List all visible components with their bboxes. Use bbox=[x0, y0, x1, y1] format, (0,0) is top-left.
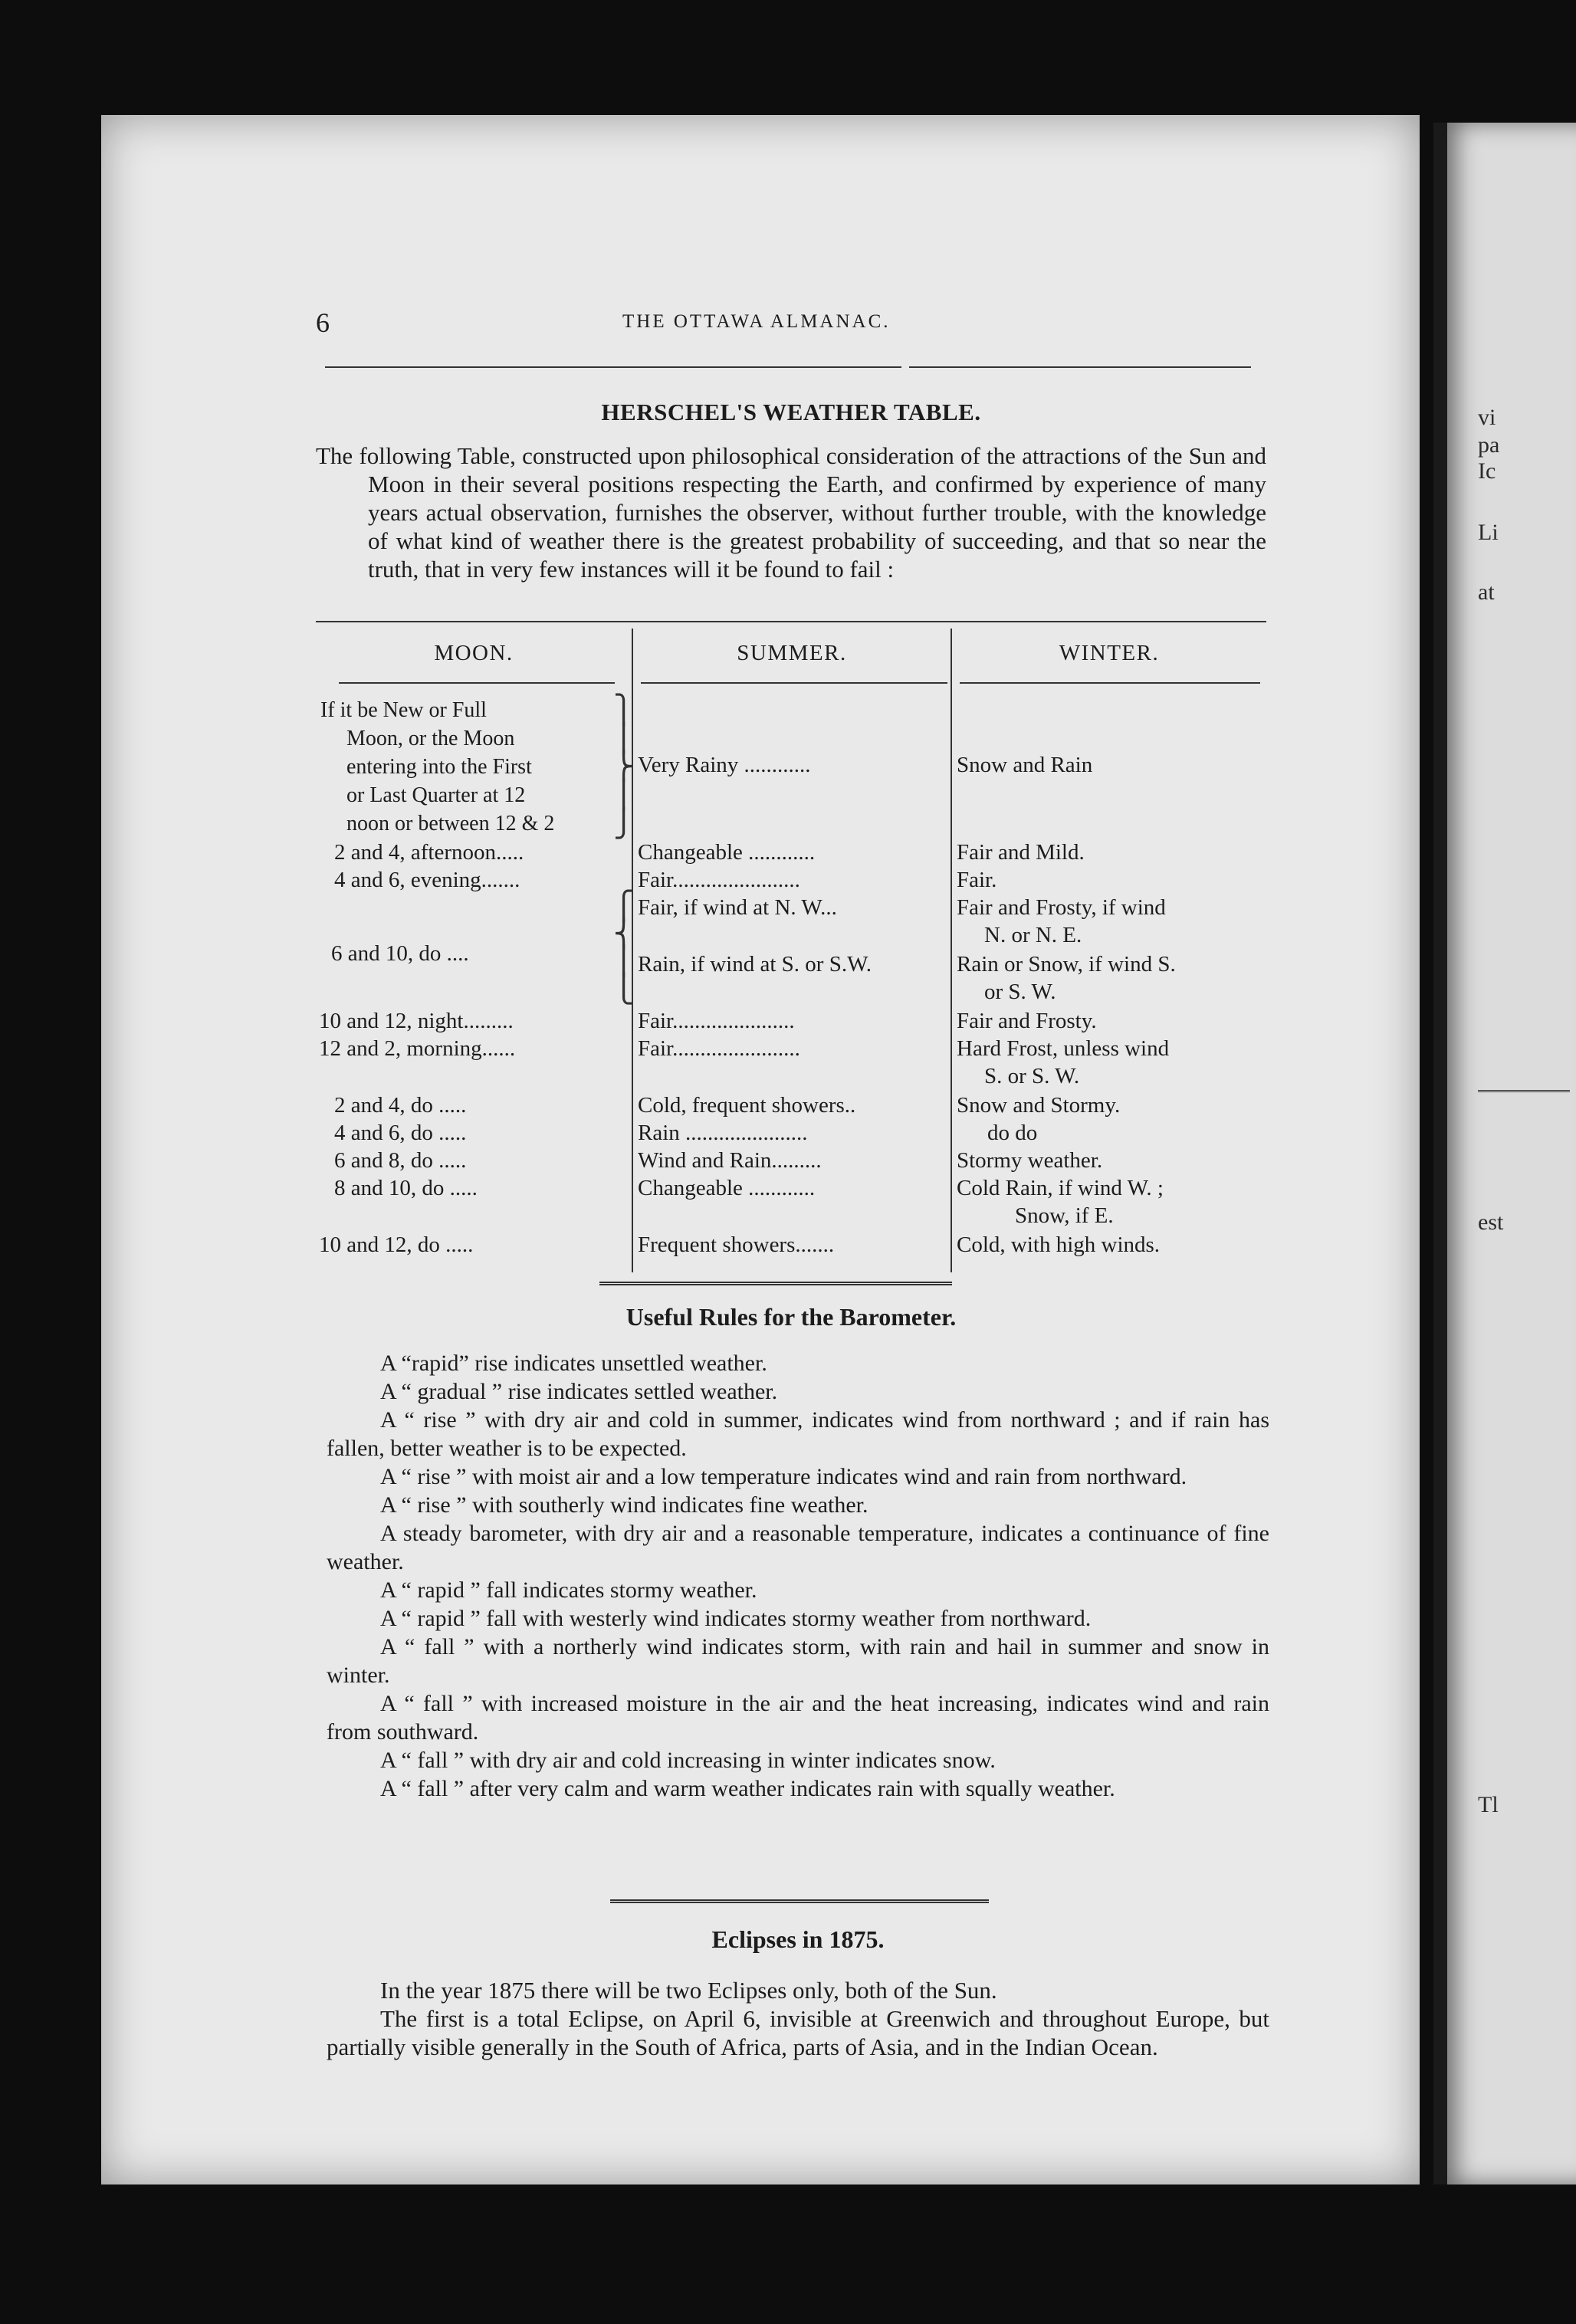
winter-cell: Hard Frost, unless wind bbox=[957, 1036, 1170, 1061]
barometer-rule: A “ rise ” with southerly wind indicates fine weather. bbox=[380, 1492, 868, 1518]
summer-cell: Frequent showers....... bbox=[638, 1233, 835, 1257]
winter-cell-continued: N. or N. E. bbox=[984, 923, 1082, 947]
summer-cell: Fair....................... bbox=[638, 868, 800, 892]
facing-page-fragment: pa bbox=[1478, 432, 1500, 458]
facing-page-fragment: Li bbox=[1478, 520, 1499, 545]
moon-cell: 2 and 4, do ..... bbox=[334, 1093, 467, 1118]
moon-line: If it be New or Full bbox=[320, 698, 487, 722]
summer-cell: Wind and Rain......... bbox=[638, 1148, 822, 1173]
barometer-rule: A steady barometer, with dry air and a reasonable temperature, indicates a continuance of fine weather. bbox=[327, 1521, 1269, 1574]
barometer-rule: A “ rise ” with moist air and a low temperature indicates wind and rain from northward. bbox=[380, 1464, 1187, 1489]
winter-cell: Fair and Frosty. bbox=[957, 1009, 1097, 1033]
winter-cell: Fair and Frosty, if wind bbox=[957, 895, 1166, 920]
winter-cell-continued: S. or S. W. bbox=[984, 1064, 1080, 1088]
facing-page-fragment: Ic bbox=[1478, 458, 1496, 484]
winter-cell: Rain or Snow, if wind S. bbox=[957, 952, 1176, 977]
column-header-rule bbox=[960, 682, 1260, 684]
summer-cell: Changeable ............ bbox=[638, 840, 816, 865]
barometer-rule: A “ fall ” with dry air and cold increasing in winter indicates snow. bbox=[380, 1748, 996, 1773]
summer-cell: Fair, if wind at N. W... bbox=[638, 895, 837, 920]
moon-cell: 4 and 6, evening....... bbox=[334, 868, 520, 892]
winter-cell: Cold Rain, if wind W. ; bbox=[957, 1176, 1164, 1200]
facing-page-fragment: Tl bbox=[1478, 1792, 1499, 1817]
moon-line: or Last Quarter at 12 bbox=[346, 783, 526, 807]
winter-cell: Cold, with high winds. bbox=[957, 1233, 1161, 1257]
section-separator bbox=[610, 1899, 989, 1903]
winter-cell: Fair and Mild. bbox=[957, 840, 1085, 865]
facing-page bbox=[1433, 123, 1576, 2184]
weather-table bbox=[316, 621, 1266, 1272]
barometer-rule: A “rapid” rise indicates unsettled weather. bbox=[380, 1351, 767, 1376]
summer-cell: Changeable ............ bbox=[638, 1176, 816, 1200]
eclipses-text bbox=[327, 1976, 1269, 2061]
barometer-rules bbox=[327, 1349, 1269, 1803]
page-header bbox=[316, 307, 1274, 337]
column-header-rule bbox=[339, 682, 615, 684]
moon-cell: 6 and 8, do ..... bbox=[334, 1148, 467, 1173]
table-row-moon-phase bbox=[320, 696, 612, 838]
header-rule-right bbox=[909, 366, 1251, 368]
facing-page-fragment: est bbox=[1478, 1210, 1504, 1235]
intro-paragraph: The following Table, constructed upon philosophical consideration of the attractions of the Sun and Moon in their several positions respecting the Earth, and confirmed by experience of many years actual observation, furnishes the observer, without further trouble, with the knowledge of what kind of weather there is the greatest probability of succeeding, and that so near the truth, that in very few instances will it be found to fail : bbox=[316, 442, 1266, 583]
summer-cell: Fair...................... bbox=[638, 1009, 795, 1033]
winter-cell: Stormy weather. bbox=[957, 1148, 1103, 1173]
brace-glyph: ⎫ ⎪ ⎬ ⎪ ⎭ bbox=[613, 694, 634, 839]
summer-cell: Fair....................... bbox=[638, 1036, 800, 1061]
summer-cell: Rain ...................... bbox=[638, 1121, 808, 1145]
column-divider bbox=[951, 629, 952, 1272]
barometer-rule: A “ rapid ” fall indicates stormy weather. bbox=[380, 1577, 757, 1603]
moon-line: Moon, or the Moon bbox=[346, 727, 515, 750]
winter-cell: Snow and Rain bbox=[957, 753, 1093, 777]
winter-cell: Fair. bbox=[957, 868, 997, 892]
barometer-rule: A “ fall ” after very calm and warm weather indicates rain with squally weather. bbox=[380, 1776, 1115, 1801]
barometer-rule: A “ rapid ” fall with westerly wind indicates stormy weather from northward. bbox=[380, 1606, 1092, 1631]
moon-line: noon or between 12 & 2 bbox=[346, 812, 555, 835]
column-header-rule bbox=[641, 682, 947, 684]
moon-cell: 6 and 10, do .... bbox=[331, 941, 469, 966]
weather-table-title: HERSCHEL'S WEATHER TABLE. bbox=[601, 399, 981, 425]
running-title: THE OTTAWA ALMANAC. bbox=[622, 311, 891, 332]
moon-cell: 10 and 12, night......... bbox=[319, 1009, 514, 1033]
moon-line: entering into the First bbox=[346, 755, 532, 779]
barometer-rule: A “ gradual ” rise indicates settled weather. bbox=[380, 1379, 778, 1404]
moon-cell: 8 and 10, do ..... bbox=[334, 1176, 478, 1200]
winter-cell-continued: or S. W. bbox=[984, 980, 1056, 1004]
barometer-rule: A “ fall ” with increased moisture in the air and the heat increasing, indicates wind and rain from southward. bbox=[327, 1691, 1269, 1745]
weather-table-intro bbox=[316, 441, 1266, 583]
column-header-summer: SUMMER. bbox=[737, 641, 847, 665]
facing-page-rule bbox=[1478, 1090, 1570, 1092]
brace-glyph: ⎧ ⎨ ⎪ ⎩ bbox=[613, 891, 634, 1004]
column-header-moon: MOON. bbox=[434, 641, 514, 665]
summer-cell: Very Rainy ............ bbox=[638, 753, 811, 777]
eclipses-title: Eclipses in 1875. bbox=[711, 1925, 885, 1953]
barometer-rule: A “ rise ” with dry air and cold in summer, indicates wind from northward ; and if rain has fallen, better weather is to be expected. bbox=[327, 1407, 1269, 1461]
winter-cell: Snow and Stormy. bbox=[957, 1093, 1121, 1118]
moon-cell: 4 and 6, do ..... bbox=[334, 1121, 467, 1145]
moon-cell: 2 and 4, afternoon..... bbox=[334, 840, 524, 865]
facing-page-fragment: at bbox=[1478, 579, 1495, 605]
winter-cell: do do bbox=[987, 1121, 1038, 1145]
summer-cell: Rain, if wind at S. or S.W. bbox=[638, 952, 872, 977]
table-top-rule bbox=[316, 621, 1266, 622]
section-separator bbox=[599, 1282, 952, 1285]
barometer-rule: A “ fall ” with a northerly wind indicates storm, with rain and hail in summer and snow in winter. bbox=[327, 1634, 1269, 1688]
summer-cell: Cold, frequent showers.. bbox=[638, 1093, 856, 1118]
facing-page-fragment: vi bbox=[1478, 405, 1496, 430]
header-rule-left bbox=[325, 366, 901, 368]
page-number: 6 bbox=[316, 307, 330, 338]
barometer-title: Useful Rules for the Barometer. bbox=[625, 1303, 957, 1331]
winter-cell-continued: Snow, if E. bbox=[1015, 1203, 1114, 1228]
moon-cell: 12 and 2, morning...... bbox=[319, 1036, 516, 1061]
moon-cell: 10 and 12, do ..... bbox=[319, 1233, 474, 1257]
column-header-winter: WINTER. bbox=[1059, 641, 1160, 665]
eclipses-paragraph: The first is a total Eclipse, on April 6, invisible at Greenwich and throughout Europe, but partially visible generally in the South of Africa, parts of Asia, and in the Indian Ocean. bbox=[327, 2005, 1269, 2060]
eclipses-paragraph: In the year 1875 there will be two Eclipses only, both of the Sun. bbox=[380, 1977, 997, 2004]
